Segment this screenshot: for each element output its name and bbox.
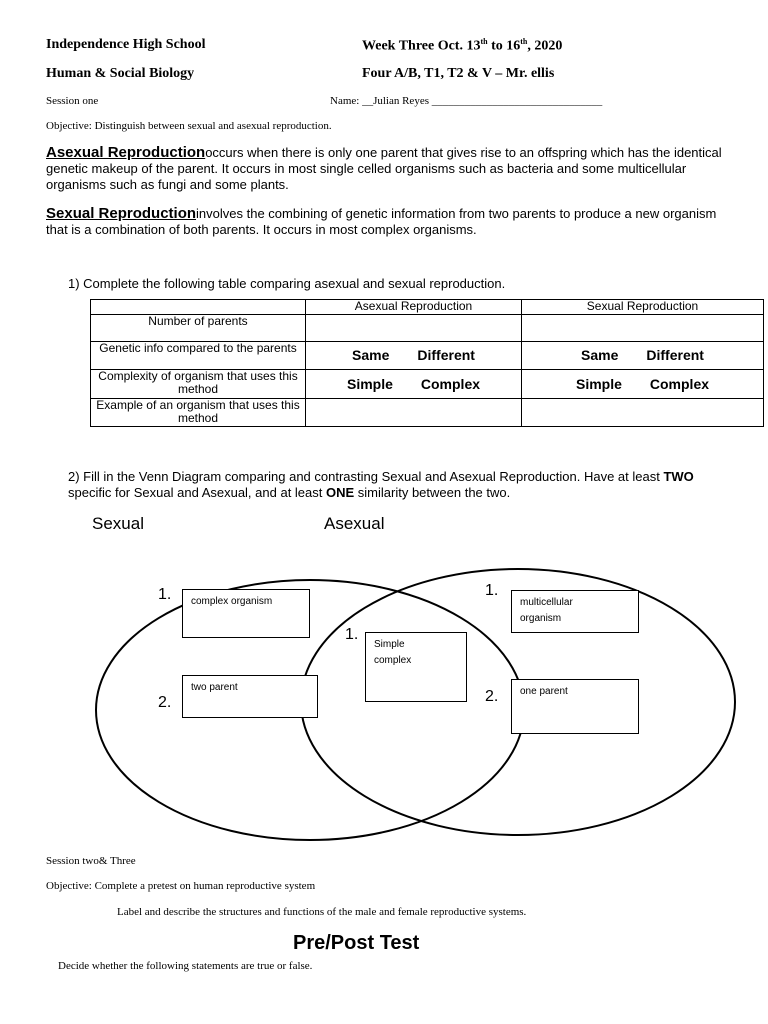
item-number: 1. xyxy=(158,586,172,603)
asexual-term: Asexual Reproduction xyxy=(46,144,206,161)
row-label: Number of parents xyxy=(91,315,306,342)
test-instruction: Decide whether the following statements are true or false. xyxy=(58,960,313,972)
question-2 xyxy=(68,469,728,501)
venn-box-sexual-2[interactable]: two parent xyxy=(182,675,318,718)
option-simple[interactable]: Simple xyxy=(346,375,393,392)
option-complex[interactable]: Complex xyxy=(649,375,710,392)
question-1: 1) Complete the following table comparing asexual and sexual reproduction. xyxy=(68,276,506,291)
item-number: 1. xyxy=(485,582,499,599)
week-dates xyxy=(362,37,562,55)
option-complex[interactable]: Complex xyxy=(420,375,481,392)
option-same[interactable]: Same xyxy=(352,347,390,363)
sexual-definition xyxy=(46,206,736,238)
sup: th xyxy=(520,37,528,46)
emphasis: ONE xyxy=(326,485,355,500)
answer-cell[interactable] xyxy=(306,399,522,427)
option-same[interactable]: Same xyxy=(581,347,619,363)
option-different[interactable]: Different xyxy=(646,347,704,363)
venn-box-asexual-1[interactable]: multicellular organism xyxy=(511,590,639,633)
prompt-text: similarity between the two. xyxy=(354,485,511,500)
answer-cell[interactable] xyxy=(522,342,764,370)
venn-box-sexual-1[interactable]: complex organism xyxy=(182,589,310,638)
answer-cell[interactable] xyxy=(306,370,522,399)
answer-cell[interactable] xyxy=(522,315,764,342)
item-number: 2. xyxy=(485,688,499,705)
option-simple[interactable]: Simple xyxy=(575,375,622,392)
comparison-table xyxy=(90,299,764,427)
test-title: Pre/Post Test xyxy=(293,932,420,954)
venn-label-sexual: Sexual xyxy=(92,514,144,533)
venn-box-asexual-2[interactable]: one parent xyxy=(511,679,639,734)
item-number: 1. xyxy=(345,626,359,643)
answer-cell[interactable] xyxy=(522,370,764,399)
session-2-instruction: Label and describe the structures and functions of the male and female reproductive systems. xyxy=(117,906,527,918)
answer-cell[interactable] xyxy=(306,342,522,370)
week-text: , 2020 xyxy=(527,38,563,54)
row-label: Example of an organism that uses this method xyxy=(91,399,306,427)
week-text: to 16 xyxy=(487,38,521,54)
row-label: Genetic info compared to the parents xyxy=(91,342,306,370)
emphasis: TWO xyxy=(663,469,694,484)
row-label: Complexity of organism that uses this method xyxy=(91,370,306,399)
asexual-definition xyxy=(46,145,736,193)
answer-cell[interactable] xyxy=(522,399,764,427)
header-cell xyxy=(91,300,306,315)
session-2-label: Session two& Three xyxy=(46,855,136,867)
objective: Objective: Distinguish between sexual and asexual reproduction. xyxy=(46,120,332,132)
classes: Four A/B, T1, T2 & V – Mr. ellis xyxy=(362,66,555,81)
item-number: 2. xyxy=(158,694,172,711)
answer-cell[interactable] xyxy=(306,315,522,342)
venn-label-asexual: Asexual xyxy=(324,514,385,533)
header-sexual: Sexual Reproduction xyxy=(522,300,764,315)
prompt-text: specific for Sexual and Asexual, and at least xyxy=(68,485,326,500)
school-name: Independence High School xyxy=(46,37,206,52)
sexual-term: Sexual Reproduction xyxy=(46,205,197,222)
sexual-text: involves the combining of genetic information from two parents to produce a new organism that is a combination of both parents. It occurs in most complex organisms. xyxy=(46,206,717,237)
venn-box-both-1[interactable]: Simple complex xyxy=(365,632,467,702)
session-2-objective: Objective: Complete a pretest on human reproductive system xyxy=(46,880,316,892)
session-label: Session one xyxy=(46,95,99,107)
option-different[interactable]: Different xyxy=(417,347,475,363)
week-text: Week Three Oct. 13 xyxy=(362,38,481,54)
subject: Human & Social Biology xyxy=(46,66,195,81)
header-asexual: Asexual Reproduction xyxy=(306,300,522,315)
asexual-text: occurs when there is only one parent that gives rise to an offspring which has the identical genetic makeup of the parent. It occurs in most single celled organisms such as bacteria and some multicellular organisms such as fungi and some plants. xyxy=(46,145,722,192)
prompt-text: 2) Fill in the Venn Diagram comparing and contrasting Sexual and Asexual Reproduction. Have at least xyxy=(68,469,664,484)
venn-diagram xyxy=(0,560,768,860)
student-name[interactable]: Name: __Julian Reyes _______________________________ xyxy=(330,95,603,107)
sup: th xyxy=(480,37,488,46)
